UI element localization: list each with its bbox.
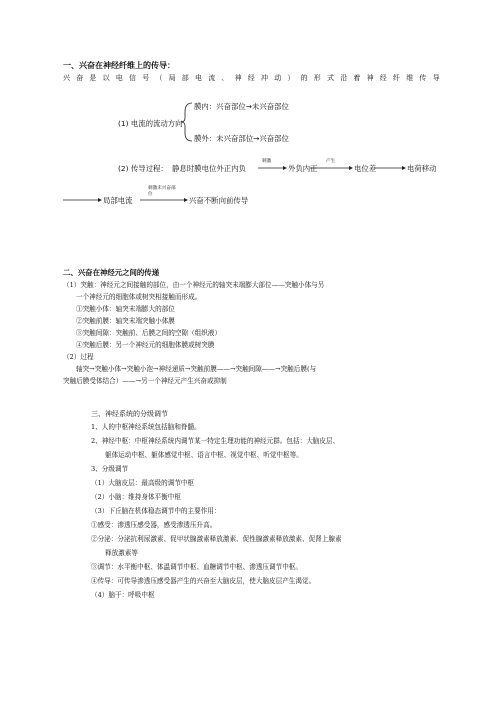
s3-line-2: 2、神经中枢：中枢神经系统内调节某一特定生理功能的神经元群。包括：大脑皮层、	[91, 437, 340, 445]
synapse-def-line1: （1）突触：神经元之间接触的部位，由一个神经元的轴突末端膨大部位——突触小体与另	[63, 281, 325, 289]
synapse-def-line2: 一个神经元的细胞体或树突相接触而形成。	[76, 293, 202, 301]
process-heading: （2）过程	[63, 353, 94, 361]
s3-line-9: ②分泌：分泌抗利尿激素、促甲状腺激素释放激素、促性腺激素释放激素、促肾上腺素	[91, 535, 342, 543]
s3-line-10: 释放激素等	[105, 549, 138, 557]
potential-difference: 电位差	[354, 164, 377, 173]
section1-intro: 兴奋是以电信号（局部电流、神经冲动）的形式沿着神经纤维传导	[63, 74, 446, 82]
result: 兴奋不断向前传导	[189, 196, 249, 205]
process-line1: 轴突→突触小体→突触小泡→神经递质→突触前膜——→突触间隙——→突触后膜(与	[76, 365, 317, 373]
charge-movement: 电荷移动	[407, 164, 437, 173]
synapse-item-1: ①突触小体：轴突末端膨大的部位	[76, 305, 175, 313]
local-current: 局部电流	[103, 196, 133, 205]
arrow-stimulus-head	[283, 166, 287, 170]
state2: 外负内正	[288, 164, 318, 173]
arrow-diff-head	[402, 166, 406, 170]
synapse-item-3: ③突触间隙：突触前、后膜之间的空隙（组织液）	[76, 329, 222, 337]
synapse-item-4: ④突触后膜：另一个神经元的细胞体膜或树突膜	[76, 341, 215, 349]
inside-membrane: 膜内：兴奋部位→未兴奋部位	[194, 102, 289, 111]
process-label: (2) 传导过程：	[118, 164, 168, 173]
s3-line-3: 躯体运动中枢、躯体感觉中枢、语言中枢、视觉中枢、听觉中枢等。	[105, 451, 303, 459]
s3-line-8: ①感受：渗透压感受器，感受渗透压升高。	[91, 521, 217, 529]
current-direction-label: (1) 电流的流动方向	[118, 119, 183, 128]
s3-line-13: （4）脑干：呼吸中枢	[91, 591, 155, 599]
arrow1-label: 刺激	[262, 159, 272, 164]
s3-line-7: （3）下丘脑在机体稳态调节中的主要作用：	[91, 507, 221, 515]
arrow-produce-head	[349, 166, 353, 170]
s3-line-5: （1）大脑皮层：最高级的调节中枢	[91, 479, 195, 487]
s3-line-4: 3、分级调节	[91, 465, 129, 473]
outside-membrane: 膜外：未兴奋部位→兴奋部位	[194, 134, 289, 143]
section1-heading: 一、兴奋在神经纤维上的传导：	[63, 61, 175, 70]
arrow-lead-head	[98, 198, 102, 202]
s3-line-1: 1、人的中枢神经系统包括脑和脊髓。	[91, 423, 201, 431]
section3-heading: 三、神经系统的分级调节	[91, 410, 168, 418]
s3-line-12: ④传导：可传导渗透压感受器产生的兴奋至大脑皮层，使大脑皮层产生渴觉。	[91, 577, 316, 585]
synapse-item-2: ②突触前膜：轴突末端突触小体膜	[76, 317, 175, 325]
process-line2: 突触后膜受体结合）——→另一个神经元产生兴奋或抑制	[63, 377, 227, 385]
section2-heading: 二、兴奋在神经元之间的传递	[63, 268, 160, 277]
arrow2-label: 产生	[326, 159, 336, 164]
process-start: 静息时膜电位外正内负	[172, 164, 246, 173]
s3-line-11: ③调节：水平衡中枢、体温调节中枢、血糖调节中枢、渗透压调节中枢。	[91, 563, 302, 571]
s3-line-6: （2）小脑：维持身体平衡中枢	[91, 493, 181, 501]
arrow3-label: 刺激未兴奋部位	[148, 186, 176, 197]
brace	[181, 103, 192, 141]
arrow-local-head	[184, 198, 188, 202]
